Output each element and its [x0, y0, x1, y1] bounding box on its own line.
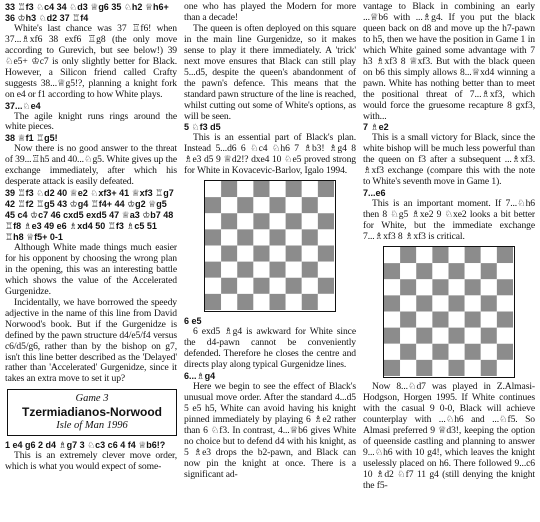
chess-diagram	[204, 180, 336, 312]
board-square	[318, 197, 334, 213]
move-text: 1 e4 g6 2 d4 ♗g7 3 ♘c3 c6 4 f4 ♕b6!?	[5, 440, 166, 451]
board-square	[286, 278, 302, 294]
board-square	[253, 262, 269, 278]
board-square	[449, 311, 465, 327]
annotation-paragraph: This is a small victory for Black, since the white bishop will be much less powerful than the queen on f3 after a subsequent ...♗xf3. ♗xf3 exchange (compare this with the note to White's seventh move in Game 1).	[363, 132, 535, 188]
board-square	[253, 214, 269, 230]
board-square	[416, 263, 432, 279]
board-square	[432, 360, 448, 376]
annotation-paragraph: Now 8...♘d7 was played in Z.Almasi-Hodgson, Horgen 1995. If White continues with the casual 9 0-0, Black will achieve counterplay with ...♘h6 and ...♘f5. So Almasi preferred 9 ♕d3!, keeping the option of queenside castling and planning to answer 9...♘h6 with 10 g4!, which leaves the knight uselessly placed on h6. There followed 9...c6 10 ♗d2 ♘f7 11 g4 (still denying the knight the f5-	[363, 380, 535, 491]
move-text: 39 ♖f3 ♘d2 40 ♕e2 ♘xf3+ 41 ♕xf3 ♖g7 42 ♖f2 ♖g5 43 ♔g4 ♖f4+ 44 ♔g2 ♕g5 45 c4 ♔c7 46 cxd5 exd5 47 ♕a3 ♔b7 48 ♖f8 ♗e3 49 e6 ♗xd4 50 ♖f3 ♗c5 51 ♖h8 ♕f5+ 0-1	[5, 188, 174, 243]
board-square	[270, 181, 286, 197]
board-square	[465, 311, 481, 327]
board-square	[432, 247, 448, 263]
board-square	[221, 262, 237, 278]
board-square	[270, 246, 286, 262]
board-square	[205, 246, 221, 262]
board-square	[416, 311, 432, 327]
board-square	[449, 247, 465, 263]
board-square	[497, 311, 513, 327]
board-square	[384, 311, 400, 327]
board-square	[205, 262, 221, 278]
annotation-paragraph: Although White made things much easier for his opponent by choosing the wrong plan in the opening, this was an interesting battle which shows the value of the Accelerated Gurgenidze.	[5, 241, 177, 297]
board-square	[481, 311, 497, 327]
board-square	[400, 295, 416, 311]
board-square	[270, 262, 286, 278]
annotation-paragraph: The agile knight runs rings around the white pieces.	[5, 110, 177, 133]
board-square	[221, 294, 237, 310]
board-square	[302, 214, 318, 230]
board-square	[253, 181, 269, 197]
board-square	[237, 262, 253, 278]
board-square	[302, 181, 318, 197]
board-square	[416, 247, 432, 263]
move-text: 33 ♖f3 ♘c4 34 ♘d3 ♕g6 35 ♘h2 ♕h6+ 36 ♔h3 ♘d2 37 ♖f4	[5, 2, 169, 23]
board-square	[302, 262, 318, 278]
board-square	[237, 230, 253, 246]
board-square	[221, 246, 237, 262]
board-square	[384, 247, 400, 263]
board-square	[302, 246, 318, 262]
annotation-paragraph: This is an extremely clever move order, which is what you would expect of some-	[5, 450, 177, 473]
board-square	[221, 214, 237, 230]
board-square	[318, 246, 334, 262]
board-square	[432, 295, 448, 311]
board-square	[481, 279, 497, 295]
board-square	[318, 230, 334, 246]
board-square	[237, 278, 253, 294]
board-square	[449, 328, 465, 344]
board-square	[270, 294, 286, 310]
board-square	[481, 360, 497, 376]
board-square	[237, 181, 253, 197]
board-square	[384, 263, 400, 279]
chess-board	[205, 181, 334, 310]
board-square	[384, 295, 400, 311]
board-square	[465, 295, 481, 311]
board-square	[481, 344, 497, 360]
board-square	[253, 197, 269, 213]
board-square	[400, 279, 416, 295]
board-square	[481, 295, 497, 311]
board-square	[384, 328, 400, 344]
board-square	[432, 328, 448, 344]
board-square	[253, 230, 269, 246]
annotation-paragraph: Here we begin to see the effect of Black's unusual move order. After the standard 4...d5 5 e5 h5, White can avoid having his knight pinned immediately by playing 6 ♗e2 rather than 6 ♘f3. In contrast, 4...♕b6 gives White no choice but to defend d4 with his knight, as 5 ♗e3 drops the b2-pawn, and Black can now pin the knight at once. There is a significant ad-	[184, 380, 356, 480]
game-players: Tzermiadianos-Norwood	[21, 405, 162, 420]
board-square	[221, 278, 237, 294]
board-square	[481, 263, 497, 279]
board-square	[270, 197, 286, 213]
board-square	[432, 279, 448, 295]
board-square	[286, 294, 302, 310]
board-square	[384, 360, 400, 376]
board-square	[465, 344, 481, 360]
board-square	[432, 344, 448, 360]
board-square	[449, 295, 465, 311]
board-square	[497, 279, 513, 295]
board-square	[286, 262, 302, 278]
move-text: 7...e6	[363, 188, 386, 199]
board-square	[205, 197, 221, 213]
board-square	[400, 263, 416, 279]
board-square	[237, 294, 253, 310]
board-square	[465, 247, 481, 263]
board-square	[237, 246, 253, 262]
annotation-paragraph: 6 exd5 ♗g4 is awkward for White since the d4-pawn cannot be conveniently defended. Therefore he closes the centre and directs play along typical Gurgenidze lines.	[184, 326, 356, 371]
board-square	[302, 230, 318, 246]
board-square	[286, 181, 302, 197]
move-text: 6...♗g4	[184, 371, 216, 382]
board-square	[481, 247, 497, 263]
annotation-paragraph: vantage to Black in combining an early ...♕b6 with ...♗g4. If you put the black queen back on d8 and move up the h7-pawn to h5, then we have the position in Game 1 in which White gained some advantage with 7 h3 ♗xf3 8 ♕xf3. But with the black queen on b6 this simply allows 8...♕xd4 winning a pawn. White has nothing better than to meet the positional threat of 7...♗xf3, which would force the gruesome recapture 8 gxf3, with...	[363, 1, 535, 122]
game-number: Game 3	[75, 393, 109, 405]
move-text: 7 ♗e2	[363, 122, 389, 133]
board-square	[302, 197, 318, 213]
board-square	[400, 311, 416, 327]
board-square	[318, 214, 334, 230]
board-square	[221, 181, 237, 197]
board-square	[449, 360, 465, 376]
board-square	[205, 230, 221, 246]
board-square	[205, 214, 221, 230]
board-square	[221, 197, 237, 213]
board-square	[481, 328, 497, 344]
board-square	[237, 197, 253, 213]
annotation-paragraph: White's last chance was 37 ♖f6! when 37...♗xf6 38 exf6 ♖g8 (the only move according to Gurevich, but see below!) 39 ♘e5+ ♔c7 is only slightly better for Black. However, a Silicon friend called Crafty suggests 38...♕g5!?, planning a knight fork on e4 or f1 according to how White plays.	[5, 22, 177, 100]
chess-board	[384, 247, 513, 376]
board-square	[400, 360, 416, 376]
board-square	[253, 278, 269, 294]
board-square	[449, 344, 465, 360]
annotation-paragraph: This is an essential part of Black's plan. Instead 5...d6 6 ♘c4 ♘h6 7 ♗b3! ♗g4 8 ♗e3 d5 9 ♕d2!? dxe4 10 ♘e5 proved strong for White in Kovacevic-Barlov, Igalo 1994.	[184, 132, 356, 177]
board-square	[270, 230, 286, 246]
board-square	[400, 344, 416, 360]
annotation-paragraph: This is an important moment. If 7...♘h6 then 8 ♘g5 ♗xe2 9 ♘xe2 looks a bit better for White, but the immediate exchange 7...♗xf3 8 ♗xf3 is critical.	[363, 198, 535, 243]
board-square	[465, 328, 481, 344]
board-square	[465, 360, 481, 376]
board-square	[205, 278, 221, 294]
board-square	[384, 344, 400, 360]
board-square	[286, 246, 302, 262]
board-square	[432, 311, 448, 327]
board-square	[237, 214, 253, 230]
board-square	[416, 328, 432, 344]
board-square	[400, 328, 416, 344]
board-square	[449, 263, 465, 279]
board-square	[416, 295, 432, 311]
board-square	[205, 294, 221, 310]
board-square	[497, 263, 513, 279]
board-square	[465, 279, 481, 295]
board-square	[302, 278, 318, 294]
board-square	[205, 181, 221, 197]
annotation-paragraph: Incidentally, we have borrowed the speedy adjective in the name of this line from David Norwood's book. But if the Gurgenidze is defined by the pawn structure d4/e5/f4 versus c6/d5/g6, rather than by the bishop on g7, isn't this line better described as the 'Delayed' rather than 'Accelerated' Gurgenidze, since it takes an extra move to set it up?	[5, 296, 177, 385]
board-square	[270, 278, 286, 294]
board-square	[253, 246, 269, 262]
middle-column	[184, 2, 356, 481]
board-square	[253, 294, 269, 310]
annotation-paragraph: one who has played the Modern for more than a decade!	[184, 1, 356, 23]
board-square	[286, 214, 302, 230]
board-square	[318, 262, 334, 278]
board-square	[270, 214, 286, 230]
board-square	[384, 279, 400, 295]
move-text: 38 ♕f1 ♖g5!	[5, 133, 58, 144]
board-square	[432, 263, 448, 279]
board-square	[497, 328, 513, 344]
board-square	[286, 197, 302, 213]
board-square	[400, 247, 416, 263]
annotation-paragraph: Now there is no good answer to the threat of 39...♖h5 and 40...♘g5. White gives up the exchange immediately, after which his desperate attack is easily defeated.	[5, 143, 177, 188]
move-text: 6 e5	[184, 316, 202, 327]
board-square	[416, 344, 432, 360]
board-square	[221, 230, 237, 246]
game-event: Isle of Man 1996	[56, 420, 128, 432]
game-header-box	[7, 389, 177, 436]
board-square	[416, 360, 432, 376]
board-square	[318, 294, 334, 310]
move-text: 5 ♘f3 d5	[184, 122, 221, 133]
board-square	[497, 344, 513, 360]
annotation-paragraph: The queen is often deployed on this square in the main line Gurgenidze, so it makes sense to play it there immediately. A 'trick' next move ensures that Black can still play 5...d5, despite the queen's abandonment of the pawn's defence. This means that the standard pawn structure of the line is reached, whilst cutting out some of White's options, as will be seen.	[184, 22, 356, 122]
chess-diagram	[383, 246, 515, 378]
board-square	[497, 360, 513, 376]
board-square	[465, 263, 481, 279]
right-column	[363, 2, 535, 492]
board-square	[449, 279, 465, 295]
board-square	[497, 295, 513, 311]
board-square	[318, 278, 334, 294]
board-square	[286, 230, 302, 246]
board-square	[302, 294, 318, 310]
board-square	[497, 247, 513, 263]
move-text: 37...♘e4	[5, 100, 41, 111]
left-column	[5, 2, 177, 473]
board-square	[318, 181, 334, 197]
board-square	[416, 279, 432, 295]
